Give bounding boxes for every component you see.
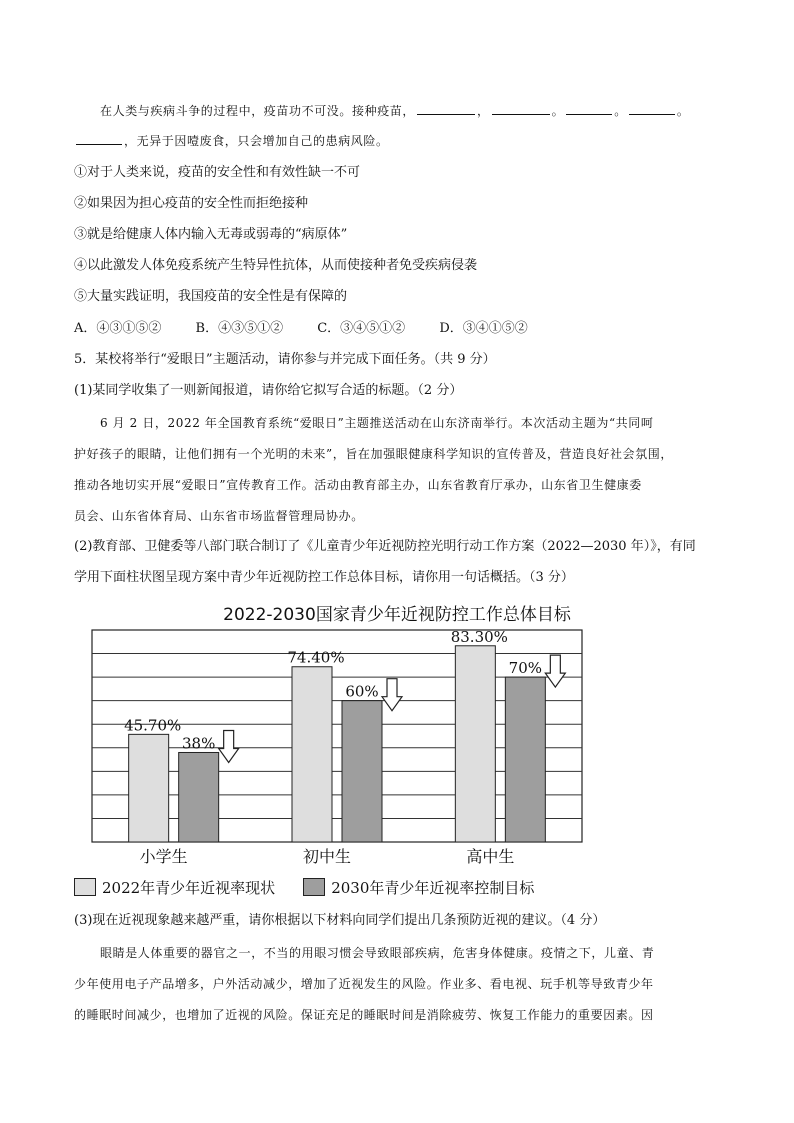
answer-blank[interactable] — [492, 102, 550, 115]
option-d[interactable]: D．③④①⑤② — [439, 321, 528, 336]
legend-item-2022 — [74, 877, 275, 898]
material-line: 少年使用电子产品增多，户外活动减少，增加了近视发生的风险。作业多、看电视、玩手机等导致青少年 — [74, 977, 654, 991]
option-c[interactable]: C．③④⑤①② — [317, 321, 406, 336]
legend-label-2030: 2030年青少年近视率控制目标 — [331, 878, 535, 897]
data-label: 83.30% — [450, 627, 508, 646]
answer-blank[interactable] — [76, 132, 122, 145]
data-label: 38% — [181, 734, 216, 753]
data-label: 60% — [345, 682, 379, 701]
down-arrow-icon — [545, 655, 565, 687]
question-5-sub1: (1)某同学收集了一则新闻报道，请你给它拟写合适的标题。（2 分） — [74, 383, 463, 398]
material-line: 的睡眠时间减少，也增加了近视的风险。保证充足的睡眠时间是消除疲劳、恢复工作能力的重要因素。因 — [74, 1008, 654, 1022]
bar-2030-1 — [342, 701, 382, 842]
category-label: 高中生 — [466, 847, 515, 866]
legend-swatch-2022 — [74, 878, 96, 896]
chart-categories — [140, 847, 515, 866]
sentence-2: ②如果因为担心疫苗的安全性而拒绝接种 — [74, 196, 309, 211]
down-arrow-icon — [219, 730, 239, 762]
punctuation: ， — [477, 104, 490, 118]
passage-line-1 — [100, 102, 726, 120]
bar-2030-2 — [505, 677, 545, 842]
category-label: 初中生 — [302, 847, 352, 866]
sentence-4: ④以此激发人体免疫系统产生特异性抗体，从而使接种者免受疾病侵袭 — [74, 258, 478, 273]
option-b[interactable]: B．④③⑤①② — [195, 321, 284, 336]
news-line: 护好孩子的眼睛，让他们拥有一个光明的未来”，旨在加强眼健康科学知识的宣传普及，营造良好社会氛围， — [74, 447, 673, 461]
question-5-sub2-line1: (2)教育部、卫健委等八部门联合制订了《儿童青少年近视防控光明行动工作方案（2022—2030 年）》，有同 — [74, 539, 696, 554]
question-5-sub2-line2: 学用下面柱状图呈现方案中青少年近视防控工作总体目标，请你用一句话概括。（3 分） — [74, 570, 574, 585]
legend-label-2022: 2022年青少年近视率现状 — [102, 878, 276, 897]
answer-options — [74, 320, 726, 338]
answer-blank[interactable] — [629, 102, 675, 115]
chart-legend — [74, 876, 562, 898]
question-5-title: 5．某校将举行“爱眼日”主题活动，请你参与并完成下面任务。（共 9 分） — [74, 352, 496, 367]
chart-title: 2022-2030国家青少年近视防控工作总体目标 — [223, 605, 571, 625]
legend-swatch-2030 — [303, 878, 325, 896]
sentence-3: ③就是给健康人体内输入无毒或弱毒的“病原体” — [74, 227, 348, 242]
punctuation: 。 — [676, 104, 690, 118]
news-line: 推动各地切实开展“爱眼日”宣传教育工作。活动由教育部主办，山东省教育厅承办，山东省卫生健康委 — [74, 478, 642, 492]
answer-blank[interactable] — [417, 102, 475, 115]
passage-line-2 — [74, 132, 726, 150]
category-label: 小学生 — [139, 847, 188, 866]
punctuation: 。 — [614, 104, 627, 118]
bar-2022-0 — [129, 734, 169, 842]
data-label: 74.40% — [287, 648, 345, 667]
passage-text: ，无异于因噎废食，只会增加自己的患病风险。 — [124, 134, 389, 148]
news-line: 6 月 2 日，2022 年全国教育系统“爱眼日”主题推送活动在山东济南举行。本次活动主题为“共同呵 — [100, 416, 654, 430]
answer-blank[interactable] — [566, 102, 612, 115]
news-line: 员会、山东省体育局、山东省市场监督管理局协办。 — [74, 509, 364, 523]
down-arrow-icon — [382, 679, 402, 711]
bar-2030-0 — [179, 752, 219, 842]
punctuation: 。 — [551, 104, 565, 118]
legend-item-2030 — [303, 877, 534, 898]
data-label: 70% — [508, 659, 543, 678]
bar-2022-1 — [292, 667, 332, 842]
passage-text: 在人类与疾病斗争的过程中，疫苗功不可没。接种疫苗， — [100, 104, 416, 118]
sentence-5: ⑤大量实践证明，我国疫苗的安全性是有保障的 — [74, 289, 348, 304]
sentence-1: ①对于人类来说，疫苗的安全性和有效性缺一不可 — [74, 165, 361, 180]
option-a[interactable]: A．④③①⑤② — [74, 321, 162, 336]
material-line: 眼睛是人体重要的器官之一，不当的用眼习惯会导致眼部疾病，危害身体健康。疫情之下，儿童、青 — [100, 946, 655, 960]
data-label: 45.70% — [124, 716, 182, 735]
bar-chart — [0, 620, 794, 870]
question-5-sub3: (3)现在近视现象越来越严重，请你根据以下材料向同学们提出几条预防近视的建议。（4 分） — [74, 913, 606, 928]
bar-2022-2 — [455, 646, 495, 842]
